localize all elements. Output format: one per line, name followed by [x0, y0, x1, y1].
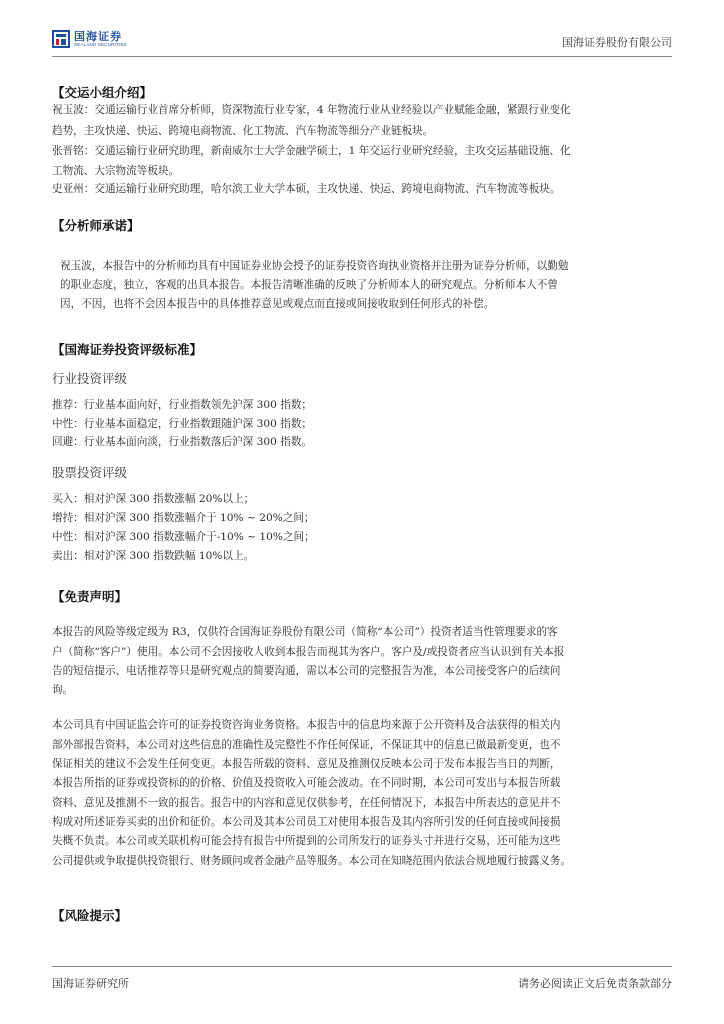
team-line: 工物流、大宗物流等板块。 [52, 165, 180, 177]
header-company-name: 国海证券股份有限公司 [562, 36, 672, 49]
disclaimer-line: 构成对所述证券买卖的出价和征价。本公司及其本公司员工对使用本报告及其内容所引发的任何直接或间接损 [52, 816, 561, 828]
disclaimer-line: 询。 [52, 684, 74, 696]
logo-icon [52, 30, 70, 48]
disclaimer-line: 本报告所指的证券或投资标的的价格、价值及投资收入可能会波动。在不同时期，本公司可发出与本报告所载 [52, 777, 561, 789]
risk-section-title: 【风险提示】 [52, 908, 128, 923]
disclaimer-line: 保证相关的建议不会发生任何变更。本报告所载的资料、意见及推测仅反映本公司于发布本报告当日的判断， [52, 758, 561, 770]
industry-rating-line: 回避：行业基本面向淡，行业指数落后沪深 300 指数。 [52, 436, 313, 448]
team-line: 史亚州：交通运输行业研究助理，哈尔滨工业大学本硕，主攻快递、快运、跨境电商物流、汽车物流等板块。 [52, 183, 561, 195]
rating-section-title: 【国海证券投资评级标准】 [52, 342, 203, 357]
disclaimer-line: 告的短信提示、电话推荐等只是研究观点的简要沟通，需以本公司的完整报告为准，本公司接受客户的后续问 [52, 665, 561, 677]
disclaimer-line: 本公司具有中国证监会许可的证券投资咨询业务资格。本报告中的信息均来源于公开资料及合法获得的相关内 [52, 719, 561, 731]
team-line: 祝玉波：交通运输行业首席分析师，资深物流行业专家，4 年物流行业从业经验以产业赋能金融，紧跟行业变化 [52, 104, 571, 116]
stock-rating-line: 买入：相对沪深 300 指数涨幅 20%以上； [52, 493, 255, 505]
page-footer [52, 966, 672, 997]
team-line: 趋势，主攻快递、快运、跨境电商物流、化工物流、汽车物流等细分产业链板块。 [52, 125, 434, 137]
industry-rating-line: 中性：行业基本面稳定，行业指数跟随沪深 300 指数； [52, 418, 313, 430]
footer-institute: 国海证券研究所 [52, 977, 129, 990]
commitment-line: 因，不因，也将不会因本报告中的具体推荐意见或观点而直接或间接收取到任何形式的补偿。 [60, 298, 495, 310]
disclaimer-line: 部外部报告资料，本公司对这些信息的准确性及完整性不作任何保证，不保证其中的信息已做最新变更，也不 [52, 739, 561, 751]
page-header [52, 28, 672, 57]
disclaimer-section-title: 【免责声明】 [52, 589, 128, 604]
disclaimer-line: 本报告的风险等级定级为 R3，仅供符合国海证券股份有限公司（简称“本公司”）投资者适当性管理要求的客 [52, 626, 558, 638]
commitment-line: 的职业态度，独立，客观的出具本报告。本报告清晰准确的反映了分析师本人的研究观点。分析师本人不曾 [60, 279, 558, 291]
footer-notice: 请务必阅读正文后免责条款部分 [518, 977, 672, 990]
commitment-section-title: 【分析师承诺】 [52, 218, 140, 233]
logo-chinese-text: 国海证券 [74, 29, 122, 43]
stock-rating-heading: 股票投资评级 [52, 465, 128, 480]
stock-rating-line: 中性：相对沪深 300 指数涨幅介于-10% ~ 10%之间； [52, 531, 315, 543]
logo-english-text: SEALAND SECURITIES [74, 41, 127, 47]
stock-rating-line: 增持：相对沪深 300 指数涨幅介于 10% ~ 20%之间； [52, 512, 315, 524]
disclaimer-line: 失概不负责。本公司或关联机构可能会持有报告中所提到的公司所发行的证券头寸并进行交易，还可能为这些 [52, 835, 561, 847]
team-line: 张晋铭：交通运输行业研究助理，新南威尔士大学金融学硕士，1 年交运行业研究经验，主攻交运基础设施、化 [52, 145, 571, 157]
industry-rating-line: 推荐：行业基本面向好，行业指数领先沪深 300 指数； [52, 399, 313, 411]
disclaimer-line: 资料、意见及推测不一致的报告。报告中的内容和意见仅供参考，在任何情况下，本报告中所表达的意见并不 [52, 797, 561, 809]
commitment-line: 祝玉波，本报告中的分析师均具有中国证券业协会授予的证券投资咨询执业资格并注册为证券分析师，以勤勉 [60, 260, 569, 272]
company-logo [52, 30, 127, 48]
team-section-title: 【交运小组介绍】 [52, 85, 153, 100]
disclaimer-line: 户（简称“客户”）使用。本公司不会因接收人收到本报告而视其为客户。客户及/或投资者应当认识到有关本报 [52, 646, 565, 658]
industry-rating-heading: 行业投资评级 [52, 371, 128, 386]
stock-rating-line: 卖出：相对沪深 300 指数跌幅 10%以上。 [52, 550, 255, 562]
disclaimer-line: 公司提供或争取提供投资银行、财务顾问或者金融产品等服务。本公司在知晓范围内依法合规地履行披露义务。 [52, 855, 572, 867]
